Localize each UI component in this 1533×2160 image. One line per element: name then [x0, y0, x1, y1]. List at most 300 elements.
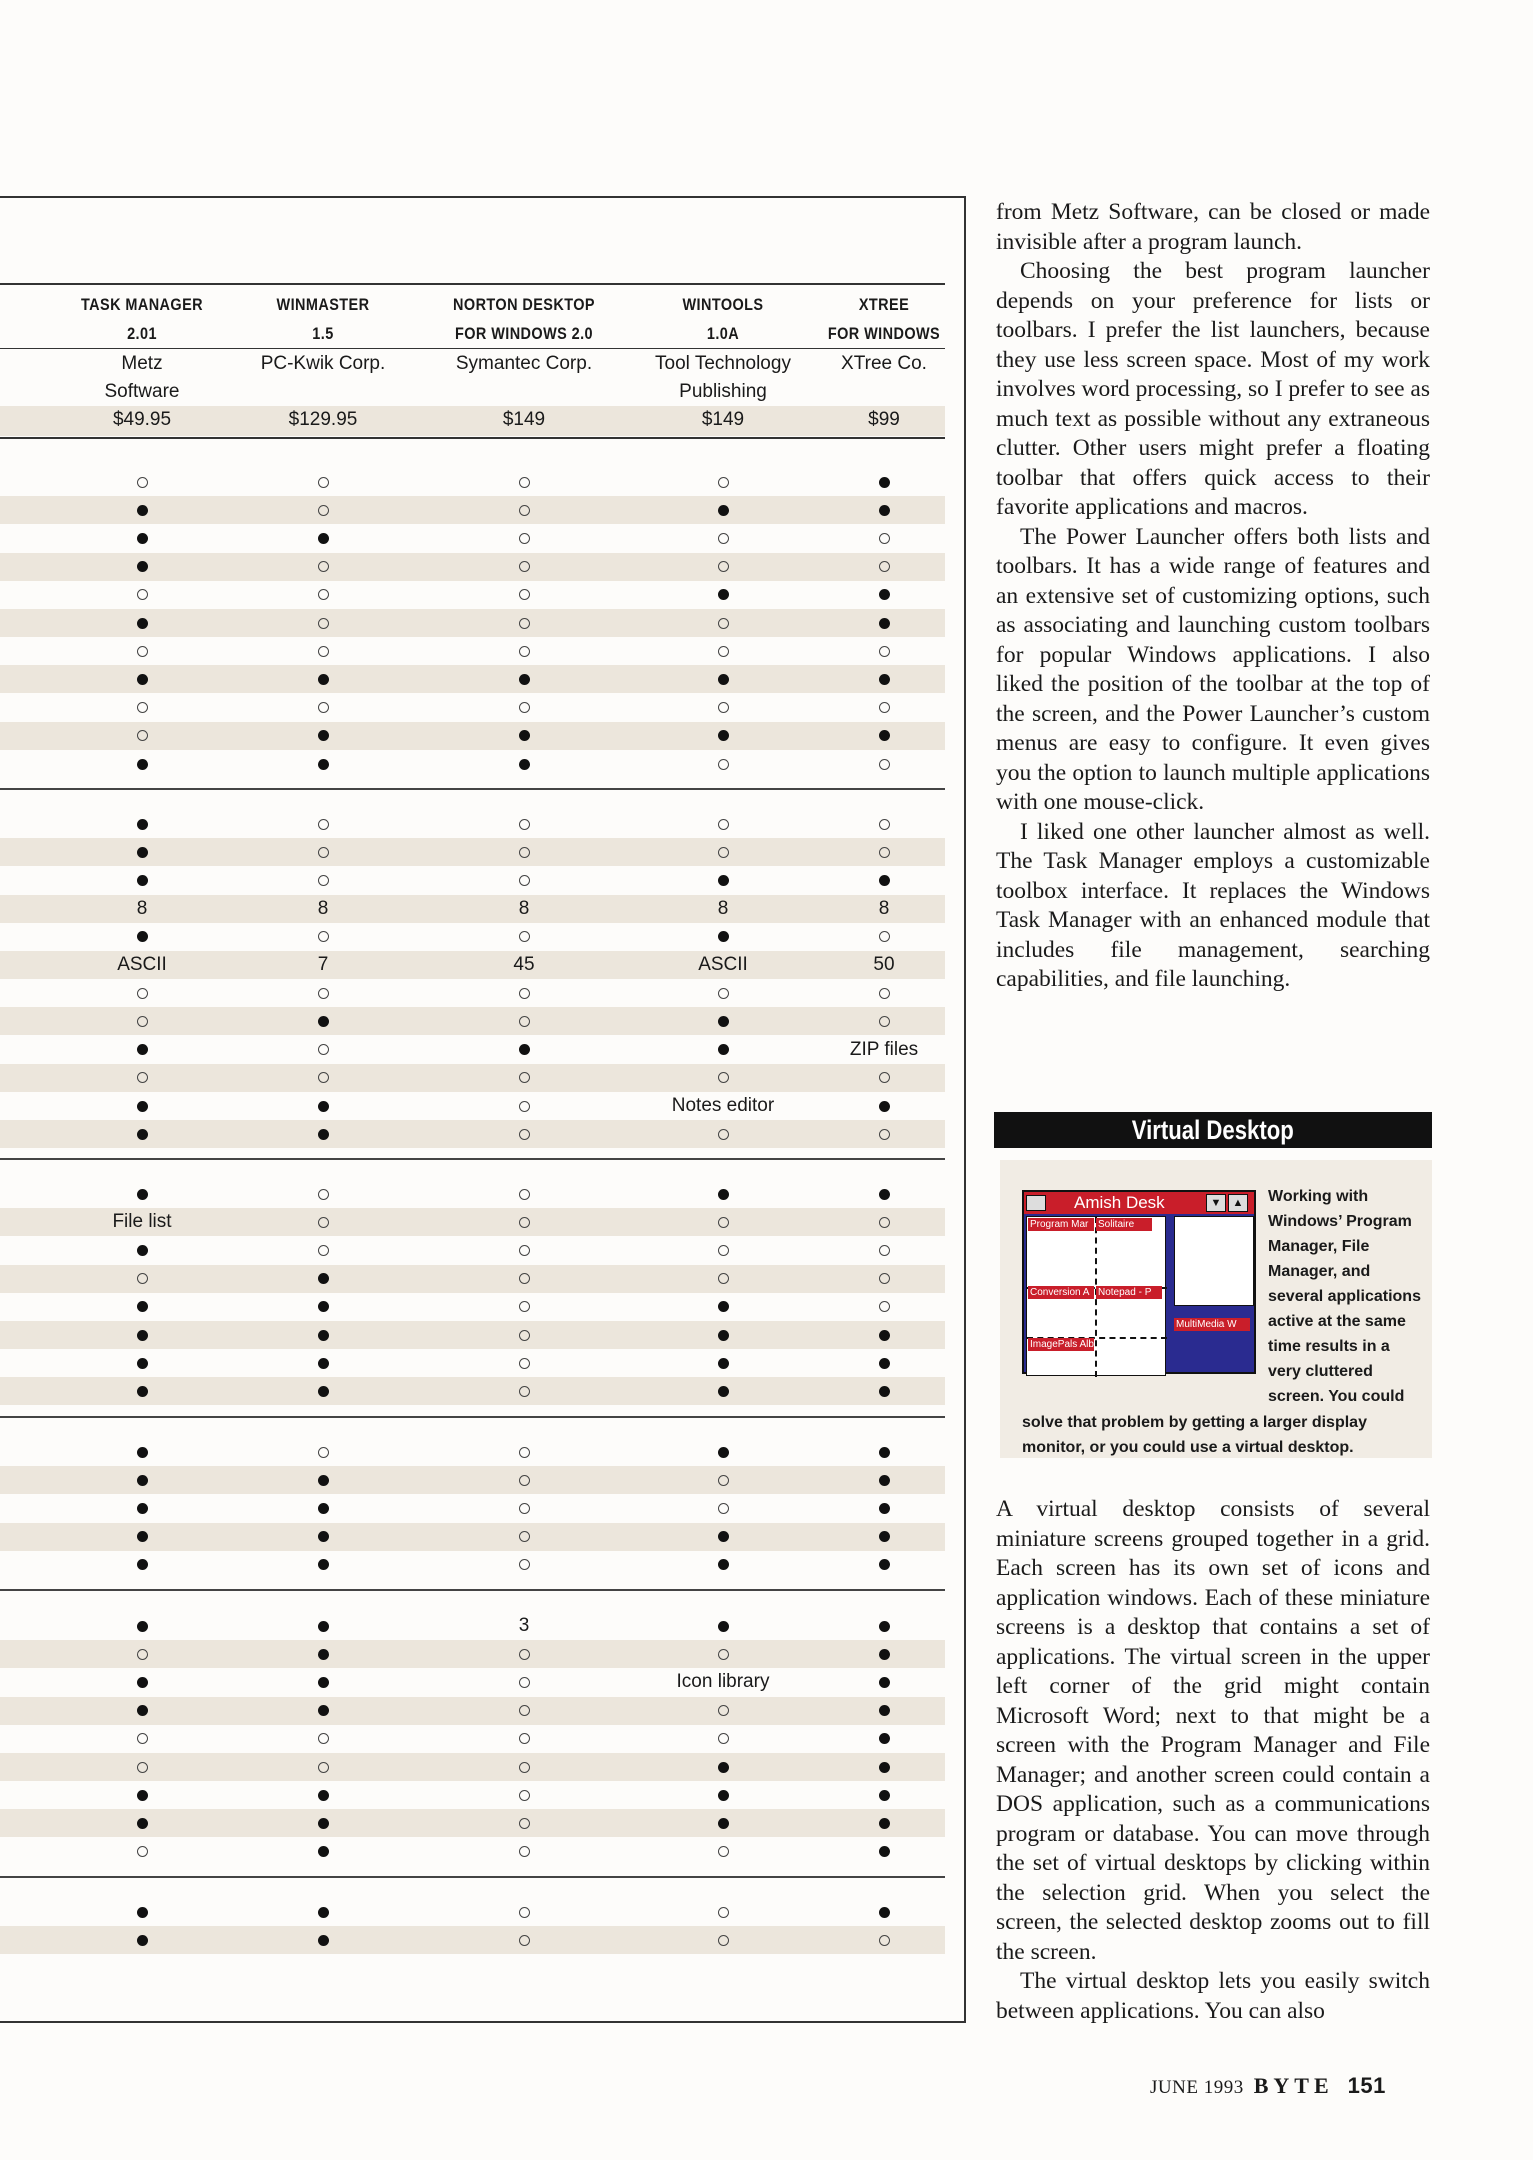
open-circle-icon	[519, 589, 530, 600]
table-cell	[784, 1236, 984, 1264]
open-circle-icon	[519, 505, 530, 516]
open-circle-icon	[318, 589, 329, 600]
price: $149	[701, 409, 745, 430]
article-paragraph: A virtual desktop consists of several miniature screens grouped together in a grid. Each screen has its own set of icons and application windows. Each of these miniature screens is a desktop that contains a set of applications. The virtual screen in the upper left corner of the grid might contain Microsoft Word; next to that might be a screen with the Program Manager and File Manager; and another screen could contain a DOS application, such as a communications program or database. You can move through the set of virtual desktops by clicking within the selection grid. When you select the screen, the selected desktop zooms out to fill the screen.	[996, 1496, 1430, 1965]
filled-bullet-icon	[879, 1677, 890, 1688]
table-cell	[424, 468, 624, 496]
table-cell	[424, 895, 624, 923]
cell-value: Icon library	[676, 1671, 770, 1693]
open-circle-icon	[137, 702, 148, 713]
table-cell	[424, 496, 624, 524]
table-cell	[424, 1668, 624, 1696]
filled-bullet-icon	[519, 674, 530, 685]
table-row	[0, 609, 945, 637]
table-cell	[223, 1494, 423, 1522]
table-cell	[784, 1293, 984, 1321]
article-paragraph: I liked one other launcher almost as well. The Task Manager employs a customizable toolbox interface. It replaces the Windows Task Manager with an enhanced module that includes file management, searching capabilities, and file launching.	[996, 818, 1430, 992]
filled-bullet-icon	[318, 1559, 329, 1570]
sidebar-caption: Working with Windows’ Program Manager, File Manager, and several applications active at the same time results in a very cluttered screen. You could	[1268, 1188, 1421, 1405]
filled-bullet-icon	[318, 1301, 329, 1312]
minimize-icon: ▼	[1206, 1194, 1226, 1212]
open-circle-icon	[519, 875, 530, 886]
table-cell	[42, 1007, 242, 1035]
table-cell	[223, 1180, 423, 1208]
filled-bullet-icon	[137, 1559, 148, 1570]
filled-bullet-icon	[137, 931, 148, 942]
table-row	[0, 1120, 945, 1148]
table-row	[0, 1180, 945, 1208]
open-circle-icon	[879, 646, 890, 657]
table-cell	[424, 1208, 624, 1236]
product-name: WINTOOLS	[682, 295, 764, 314]
article-column-bottom	[996, 1495, 1430, 2026]
filled-bullet-icon	[318, 1273, 329, 1284]
filled-bullet-icon	[718, 1790, 729, 1801]
table-cell	[424, 979, 624, 1007]
table-cell	[223, 1809, 423, 1837]
filled-bullet-icon	[137, 1330, 148, 1341]
price: $129.95	[288, 409, 358, 430]
table-cell	[42, 496, 242, 524]
open-circle-icon	[718, 1217, 729, 1228]
table-cell	[223, 1781, 423, 1809]
table-cell	[424, 1494, 624, 1522]
table-cell	[424, 1377, 624, 1405]
open-circle-icon	[718, 1129, 729, 1140]
table-cell	[784, 1438, 984, 1466]
open-circle-icon	[718, 702, 729, 713]
filled-bullet-icon	[718, 1559, 729, 1570]
filled-bullet-icon	[318, 1386, 329, 1397]
table-cell	[42, 750, 242, 778]
cell-value: ASCII	[698, 954, 748, 975]
header-top-rule	[0, 283, 945, 285]
table-cell	[424, 1438, 624, 1466]
table-cell	[42, 1120, 242, 1148]
table-cell	[223, 1036, 423, 1064]
price: $149	[502, 409, 546, 430]
page-footer	[1150, 2073, 1386, 2099]
filled-bullet-icon	[137, 1301, 148, 1312]
table-cell	[223, 1523, 423, 1551]
filled-bullet-icon	[879, 1762, 890, 1773]
open-circle-icon	[137, 1762, 148, 1773]
filled-bullet-icon	[137, 1705, 148, 1716]
table-cell	[223, 1120, 423, 1148]
filled-bullet-icon	[137, 674, 148, 685]
filled-bullet-icon	[879, 618, 890, 629]
filled-bullet-icon	[879, 1846, 890, 1857]
table-cell	[424, 581, 624, 609]
table-cell	[223, 468, 423, 496]
table-cell	[223, 665, 423, 693]
filled-bullet-icon	[318, 1358, 329, 1369]
filled-bullet-icon	[137, 1386, 148, 1397]
table-cell	[42, 694, 242, 722]
table-cell	[42, 1036, 242, 1064]
table-row	[0, 1466, 945, 1494]
table-cell	[784, 722, 984, 750]
table-cell	[223, 810, 423, 838]
filled-bullet-icon	[718, 1447, 729, 1458]
table-cell	[424, 722, 624, 750]
table-row	[0, 1668, 945, 1696]
table-cell	[784, 979, 984, 1007]
filled-bullet-icon	[879, 1358, 890, 1369]
cell-value: ZIP files	[849, 1038, 919, 1060]
table-cell	[784, 1551, 984, 1579]
table-cell	[784, 1640, 984, 1668]
table-cell	[42, 1494, 242, 1522]
table-row	[0, 1236, 945, 1264]
filled-bullet-icon	[718, 1044, 729, 1055]
column-header	[812, 290, 957, 348]
filled-bullet-icon	[718, 589, 729, 600]
filled-bullet-icon	[137, 1358, 148, 1369]
filled-bullet-icon	[519, 730, 530, 741]
open-circle-icon	[137, 589, 148, 600]
table-row	[0, 895, 945, 923]
open-circle-icon	[519, 1217, 530, 1228]
table-cell	[223, 637, 423, 665]
filled-bullet-icon	[879, 1447, 890, 1458]
table-row	[0, 1640, 945, 1668]
table-row	[0, 1926, 945, 1954]
cell-value: Notes editor	[671, 1095, 775, 1116]
sidebar-box	[1000, 1160, 1432, 1458]
table-cell	[424, 1753, 624, 1781]
table-cell	[223, 1466, 423, 1494]
filled-bullet-icon	[318, 1649, 329, 1660]
table-cell	[223, 1377, 423, 1405]
table-cell	[42, 923, 242, 951]
open-circle-icon	[137, 1846, 148, 1857]
table-cell	[42, 1293, 242, 1321]
filled-bullet-icon	[318, 533, 329, 544]
open-circle-icon	[519, 1475, 530, 1486]
open-circle-icon	[318, 1733, 329, 1744]
open-circle-icon	[718, 1475, 729, 1486]
article-column-top	[996, 198, 1430, 995]
open-circle-icon	[718, 1649, 729, 1660]
open-circle-icon	[879, 819, 890, 830]
open-circle-icon	[718, 477, 729, 488]
open-circle-icon	[879, 533, 890, 544]
open-circle-icon	[519, 702, 530, 713]
table-cell	[784, 838, 984, 866]
open-circle-icon	[718, 1935, 729, 1946]
filled-bullet-icon	[318, 1330, 329, 1341]
open-circle-icon	[137, 988, 148, 999]
open-circle-icon	[879, 931, 890, 942]
table-cell	[424, 1640, 624, 1668]
open-circle-icon	[879, 759, 890, 770]
open-circle-icon	[318, 1044, 329, 1055]
filled-bullet-icon	[718, 875, 729, 886]
table-cell	[784, 524, 984, 552]
table-cell	[424, 637, 624, 665]
open-circle-icon	[519, 1559, 530, 1570]
table-cell	[784, 637, 984, 665]
table-cell	[424, 1293, 624, 1321]
product-version: 1.5	[312, 324, 334, 343]
open-circle-icon	[519, 1330, 530, 1341]
table-cell	[223, 866, 423, 894]
table-cell	[784, 1809, 984, 1837]
table-cell	[42, 1926, 242, 1954]
filled-bullet-icon	[137, 847, 148, 858]
table-cell	[42, 1265, 242, 1293]
table-row	[0, 722, 945, 750]
table-cell	[784, 1208, 984, 1236]
table-cell	[424, 1092, 624, 1120]
table-cell	[424, 1036, 624, 1064]
table-cell	[784, 553, 984, 581]
open-circle-icon	[519, 1386, 530, 1397]
table-cell	[223, 1838, 423, 1866]
table-cell	[784, 1092, 984, 1120]
filled-bullet-icon	[718, 505, 729, 516]
group-separator	[0, 1589, 945, 1591]
table-cell	[42, 1551, 242, 1579]
mini-screen-right	[1174, 1216, 1254, 1306]
table-cell	[223, 750, 423, 778]
open-circle-icon	[519, 1818, 530, 1829]
mini-label-1: Program Mar	[1028, 1218, 1094, 1231]
table-cell	[424, 1523, 624, 1551]
open-circle-icon	[318, 1072, 329, 1083]
table-cell	[42, 810, 242, 838]
filled-bullet-icon	[318, 1677, 329, 1688]
table-cell	[42, 1697, 242, 1725]
open-circle-icon	[879, 702, 890, 713]
filled-bullet-icon	[137, 1621, 148, 1632]
table-cell	[223, 1697, 423, 1725]
filled-bullet-icon	[879, 1649, 890, 1660]
table-cell	[42, 1208, 242, 1236]
open-circle-icon	[718, 1705, 729, 1716]
filled-bullet-icon	[137, 533, 148, 544]
table-row	[0, 1494, 945, 1522]
footer-page-number: 151	[1347, 2073, 1386, 2098]
table-row	[0, 581, 945, 609]
open-circle-icon	[519, 1245, 530, 1256]
table-cell	[784, 468, 984, 496]
filled-bullet-icon	[318, 1818, 329, 1829]
filled-bullet-icon	[519, 759, 530, 770]
open-circle-icon	[519, 819, 530, 830]
open-circle-icon	[718, 1072, 729, 1083]
table-cell	[223, 1668, 423, 1696]
filled-bullet-icon	[718, 1762, 729, 1773]
table-cell	[223, 1640, 423, 1668]
table-cell	[784, 1007, 984, 1035]
table-cell	[424, 553, 624, 581]
open-circle-icon	[519, 561, 530, 572]
header-mid-rule	[0, 348, 945, 349]
table-cell	[424, 1180, 624, 1208]
table-row	[0, 1725, 945, 1753]
open-circle-icon	[718, 819, 729, 830]
table-cell	[42, 581, 242, 609]
table-row	[0, 866, 945, 894]
table-cell	[424, 1265, 624, 1293]
filled-bullet-icon	[318, 1846, 329, 1857]
mini-label-6: ImagePals Alb	[1030, 1339, 1094, 1350]
table-cell	[223, 1092, 423, 1120]
filled-bullet-icon	[879, 1733, 890, 1744]
mini-window-title: Amish Desk	[1074, 1193, 1165, 1212]
table-row	[0, 1781, 945, 1809]
table-cell	[424, 1612, 624, 1640]
open-circle-icon	[718, 646, 729, 657]
filled-bullet-icon	[879, 1475, 890, 1486]
open-circle-icon	[879, 561, 890, 572]
filled-bullet-icon	[879, 1101, 890, 1112]
table-row	[0, 1523, 945, 1551]
filled-bullet-icon	[718, 1189, 729, 1200]
table-cell	[784, 951, 984, 979]
article-paragraph: from Metz Software, can be closed or made invisible after a program launch.	[996, 199, 1430, 255]
open-circle-icon	[718, 1273, 729, 1284]
table-cell	[223, 979, 423, 1007]
open-circle-icon	[137, 1072, 148, 1083]
table-cell	[784, 810, 984, 838]
filled-bullet-icon	[318, 1129, 329, 1140]
open-circle-icon	[718, 1503, 729, 1514]
table-row	[0, 1898, 945, 1926]
table-cell	[784, 1377, 984, 1405]
open-circle-icon	[318, 1217, 329, 1228]
table-cell	[223, 694, 423, 722]
table-cell	[42, 1838, 242, 1866]
open-circle-icon	[718, 1907, 729, 1918]
table-cell	[784, 1725, 984, 1753]
table-cell	[784, 581, 984, 609]
table-cell	[42, 1180, 242, 1208]
table-cell	[424, 866, 624, 894]
table-cell	[42, 665, 242, 693]
table-cell	[42, 1612, 242, 1640]
table-cell	[42, 1523, 242, 1551]
table-cell	[223, 581, 423, 609]
open-circle-icon	[718, 618, 729, 629]
group-separator	[0, 1876, 945, 1878]
table-cell	[784, 1494, 984, 1522]
table-row	[0, 553, 945, 581]
table-cell	[42, 1321, 242, 1349]
open-circle-icon	[519, 1531, 530, 1542]
table-cell	[42, 951, 242, 979]
table-cell	[42, 1668, 242, 1696]
table-row	[0, 1007, 945, 1035]
filled-bullet-icon	[318, 1503, 329, 1514]
filled-bullet-icon	[137, 759, 148, 770]
open-circle-icon	[879, 1072, 890, 1083]
filled-bullet-icon	[137, 1101, 148, 1112]
open-circle-icon	[519, 1907, 530, 1918]
table-cell	[42, 637, 242, 665]
open-circle-icon	[519, 1301, 530, 1312]
open-circle-icon	[137, 1733, 148, 1744]
group-separator	[0, 1416, 945, 1418]
filled-bullet-icon	[137, 1447, 148, 1458]
filled-bullet-icon	[879, 730, 890, 741]
table-row	[0, 923, 945, 951]
open-circle-icon	[318, 847, 329, 858]
table-row	[0, 951, 945, 979]
table-row	[0, 1349, 945, 1377]
open-circle-icon	[318, 618, 329, 629]
open-circle-icon	[879, 1217, 890, 1228]
table-cell	[424, 1838, 624, 1866]
table-cell	[42, 1753, 242, 1781]
table-cell	[223, 1321, 423, 1349]
table-row	[0, 496, 945, 524]
filled-bullet-icon	[718, 1330, 729, 1341]
filled-bullet-icon	[718, 1358, 729, 1369]
table-cell	[223, 1551, 423, 1579]
product-name: WINMASTER	[276, 295, 370, 314]
open-circle-icon	[879, 1301, 890, 1312]
table-cell	[42, 609, 242, 637]
table-cell	[784, 1697, 984, 1725]
cell-value: 8	[717, 897, 729, 919]
table-cell	[424, 1898, 624, 1926]
table-cell	[424, 1007, 624, 1035]
open-circle-icon	[879, 847, 890, 858]
table-row	[0, 1809, 945, 1837]
table-cell	[42, 1898, 242, 1926]
table-cell	[223, 895, 423, 923]
open-circle-icon	[318, 702, 329, 713]
table-cell	[223, 1349, 423, 1377]
open-circle-icon	[318, 988, 329, 999]
filled-bullet-icon	[137, 1935, 148, 1946]
table-cell	[223, 524, 423, 552]
product-name: NORTON DESKTOP	[453, 295, 595, 314]
table-cell	[223, 1725, 423, 1753]
open-circle-icon	[137, 730, 148, 741]
table-cell	[42, 838, 242, 866]
open-circle-icon	[519, 1705, 530, 1716]
table-row	[0, 1753, 945, 1781]
table-cell	[784, 1668, 984, 1696]
open-circle-icon	[718, 988, 729, 999]
mini-label-5: MultiMedia W	[1174, 1318, 1250, 1331]
article-paragraph: Choosing the best program launcher depends on your preference for lists or toolbars. I prefer the list launchers, because they use less screen space. Most of my work involves word processing, so I prefer to see as much text as possible without any extraneous clutter. Other users might prefer a floating toolbar that offers quick access to their favorite applications and macros.	[996, 258, 1430, 520]
table-cell	[784, 1321, 984, 1349]
table-cell	[424, 750, 624, 778]
filled-bullet-icon	[879, 1189, 890, 1200]
open-circle-icon	[519, 1935, 530, 1946]
system-menu-icon	[1026, 1195, 1046, 1211]
filled-bullet-icon	[318, 1790, 329, 1801]
table-cell	[784, 1838, 984, 1866]
table-cell	[424, 1725, 624, 1753]
table-cell	[784, 895, 984, 923]
table-row	[0, 524, 945, 552]
article-paragraph: The Power Launcher offers both lists and toolbars. It has a wide range of features and an extensive set of customizing options, such as associating and launching custom toolbars for popular Windows applications. I also liked the position of the toolbar at the top of the screen, and the Power Launcher’s custom menus are easy to configure. It even gives you the option to launch multiple applications with one mouse-click.	[996, 523, 1430, 815]
product-name: TASK MANAGER	[80, 295, 204, 314]
table-cell	[223, 1265, 423, 1293]
open-circle-icon	[519, 1447, 530, 1458]
filled-bullet-icon	[879, 1386, 890, 1397]
filled-bullet-icon	[879, 589, 890, 600]
mini-label-4: Notepad - P	[1096, 1286, 1162, 1299]
cell-value: 8	[317, 897, 329, 919]
open-circle-icon	[519, 618, 530, 629]
